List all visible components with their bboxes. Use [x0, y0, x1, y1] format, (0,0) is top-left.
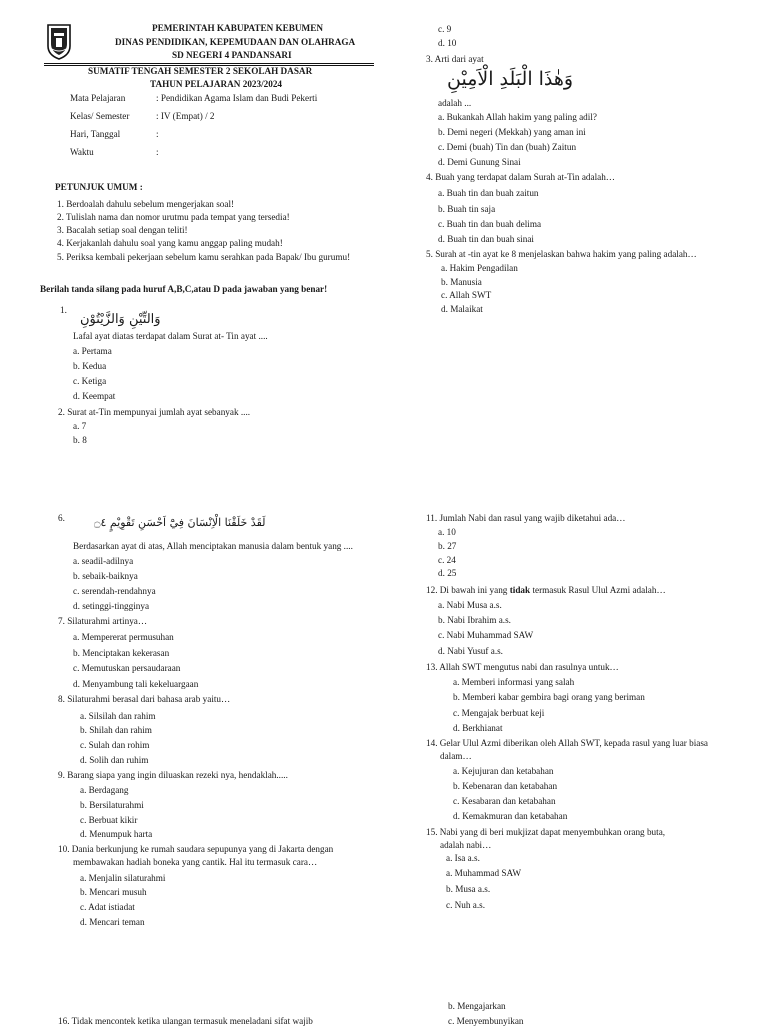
- q2-text: 2. Surat at-Tin mempunyai jumlah ayat sebanyak ....: [58, 407, 251, 417]
- instruction-item: 2. Tulislah nama dan nomor urutmu pada tempat yang tersedia!: [57, 212, 290, 222]
- q15-text: 15. Nabi yang di beri mukjizat dapat menyembuhkan orang buta,: [426, 827, 666, 837]
- info-value-time: :: [156, 147, 159, 157]
- q7-option-c[interactable]: c. Memutuskan persaudaraan: [73, 663, 181, 673]
- q2-option-d[interactable]: d. 10: [438, 38, 457, 48]
- q13-option-c[interactable]: c. Mengajak berbuat keji: [453, 708, 545, 718]
- q13-option-b[interactable]: b. Memberi kabar gembira bagi orang yang beriman: [453, 692, 645, 702]
- q1-text: Lafal ayat diatas terdapat dalam Surat at- Tin ayat ....: [73, 331, 268, 341]
- q4-option-d[interactable]: d. Buah tin dan buah sinai: [438, 234, 534, 244]
- q14-option-a[interactable]: a. Kejujuran dan ketabahan: [453, 766, 554, 776]
- q9-text: 9. Barang siapa yang ingin diluaskan rezeki nya, hendaklah.....: [58, 770, 288, 780]
- q-option-b[interactable]: b. Mengajarkan: [448, 1001, 506, 1011]
- q7-option-a[interactable]: a. Mempererat permusuhan: [73, 632, 174, 642]
- info-value-date: :: [156, 129, 159, 139]
- instruction-item: 5. Periksa kembali pekerjaan sebelum kamu serahkan pada Bapak/ Ibu gurumu!: [57, 252, 351, 262]
- q1-option-d[interactable]: d. Keempat: [73, 391, 116, 401]
- q8-option-a[interactable]: a. Silsilah dan rahim: [80, 711, 156, 721]
- instruction-item: 3. Bacalah setiap soal dengan teliti!: [57, 225, 188, 235]
- q15-option-2[interactable]: a. Muhammad SAW: [446, 868, 522, 878]
- q15-option-1[interactable]: a. Isa a.s.: [446, 853, 480, 863]
- q3-text: 3. Arti dari ayat: [426, 54, 484, 64]
- q3-option-a[interactable]: a. Bukankah Allah hakim yang paling adil?: [438, 112, 597, 122]
- q6-option-c[interactable]: c. serendah-rendahnya: [73, 586, 156, 596]
- q12-text: [426, 585, 666, 596]
- q9-option-a[interactable]: a. Berdagang: [80, 785, 129, 795]
- info-value-class: : IV (Empat) / 2: [156, 111, 215, 121]
- q2-option-c[interactable]: c. 9: [438, 24, 452, 34]
- q10-option-c[interactable]: c. Adat istiadat: [80, 902, 135, 912]
- q5-option-c[interactable]: c. Allah SWT: [441, 290, 492, 300]
- q4-text: 4. Buah yang terdapat dalam Surah at-Tin adalah…: [426, 172, 615, 182]
- q10-option-a[interactable]: a. Menjalin silaturahmi: [80, 873, 166, 883]
- q6-option-d[interactable]: d. setinggi-tingginya: [73, 601, 150, 611]
- q12-text-bold: tidak: [509, 585, 531, 595]
- q1-arabic-verse: وَالتِّيْنِ وَالزَّيْتُوْنِ: [80, 312, 161, 327]
- q5-option-a[interactable]: a. Hakim Pengadilan: [441, 263, 518, 273]
- q7-option-d[interactable]: d. Menyambung tali kekeluargaan: [73, 679, 199, 689]
- exam-year: TAHUN PELAJARAN 2023/2024: [150, 79, 283, 89]
- q11-option-d[interactable]: d. 25: [438, 568, 457, 578]
- q9-option-d[interactable]: d. Menumpuk harta: [80, 829, 153, 839]
- q12-option-a[interactable]: a. Nabi Musa a.s.: [438, 600, 502, 610]
- q10-option-d[interactable]: d. Mencari teman: [80, 917, 145, 927]
- q5-option-b[interactable]: b. Manusia: [441, 277, 482, 287]
- q14-option-c[interactable]: c. Kesabaran dan ketabahan: [453, 796, 556, 806]
- q5-option-d[interactable]: d. Malaikat: [441, 304, 483, 314]
- header-line-3: SD NEGERI 4 PANDANSARI: [172, 50, 292, 60]
- q14-option-b[interactable]: b. Kebenaran dan ketabahan: [453, 781, 558, 791]
- q12-option-d[interactable]: d. Nabi Yusuf a.s.: [438, 646, 503, 656]
- q11-option-a[interactable]: a. 10: [438, 527, 456, 537]
- q2-option-b[interactable]: b. 8: [73, 435, 87, 445]
- q1-option-b[interactable]: b. Kedua: [73, 361, 107, 371]
- header-line-1: PEMERINTAH KABUPATEN KEBUMEN: [152, 23, 323, 33]
- q7-option-b[interactable]: b. Menciptakan kekerasan: [73, 648, 170, 658]
- q4-option-c[interactable]: c. Buah tin dan buah delima: [438, 219, 542, 229]
- q10-text-cont: membawakan hadiah boneka yang cantik. Hal itu termasuk cara…: [73, 857, 318, 867]
- q13-text: 13. Allah SWT mengutus nabi dan rasulnya untuk…: [426, 662, 619, 672]
- q4-option-a[interactable]: a. Buah tin dan buah zaitun: [438, 188, 539, 198]
- q15-option-3[interactable]: b. Musa a.s.: [446, 884, 491, 894]
- q7-text: 7. Silaturahmi artinya…: [58, 616, 148, 626]
- q3-arabic-verse: وَهٰذَا الْبَلَدِ الْاَمِيْنِ: [447, 68, 574, 90]
- instructions-title: PETUNJUK UMUM :: [55, 182, 143, 192]
- q11-text: 11. Jumlah Nabi dan rasul yang wajib diketahui ada…: [426, 513, 626, 523]
- q14-text-cont: dalam…: [440, 751, 472, 761]
- q12-option-b[interactable]: b. Nabi Ibrahim a.s.: [438, 615, 511, 625]
- q3-option-c[interactable]: c. Demi (buah) Tin dan (buah) Zaitun: [438, 142, 577, 152]
- q6-option-b[interactable]: b. sebaik-baiknya: [73, 571, 138, 581]
- q3-option-b[interactable]: b. Demi negeri (Mekkah) yang aman ini: [438, 127, 586, 137]
- q14-text: 14. Gelar Ulul Azmi diberikan oleh Allah SWT, kepada rasul yang luar biasa: [426, 738, 709, 748]
- q6-option-a[interactable]: a. seadil-adilnya: [73, 556, 134, 566]
- q9-option-c[interactable]: c. Berbuat kikir: [80, 815, 138, 825]
- exam-title: SUMATIF TENGAH SEMESTER 2 SEKOLAH DASAR: [88, 66, 313, 76]
- q-option-c[interactable]: c. Menyembunyikan: [448, 1016, 524, 1026]
- q5-text: 5. Surah at -tin ayat ke 8 menjelaskan bahwa hakim yang paling adalah…: [426, 249, 697, 259]
- instruction-item: 1. Berdoalah dahulu sebelum mengerjakan soal!: [57, 199, 235, 209]
- info-value-subject: : Pendidikan Agama Islam dan Budi Pekerti: [156, 93, 318, 103]
- q9-option-b[interactable]: b. Bersilaturahmi: [80, 800, 144, 810]
- q4-option-b[interactable]: b. Buah tin saja: [438, 204, 496, 214]
- q13-option-d[interactable]: d. Berkhianat: [453, 723, 503, 733]
- instruction-item: 4. Kerjakanlah dahulu soal yang kamu anggap paling mudah!: [57, 238, 283, 248]
- q6-arabic-verse: لَقَدْ خَلَقْنَا الْاِنْسَانَ فِيْٓ اَحْسَنِ تَقْوِيْمٍ ۝٤: [94, 516, 266, 529]
- q12-option-c[interactable]: c. Nabi Muhammad SAW: [438, 630, 534, 640]
- q2-option-a[interactable]: a. 7: [73, 421, 87, 431]
- q1-option-a[interactable]: a. Pertama: [73, 346, 112, 356]
- info-label-time: Waktu: [70, 147, 94, 157]
- task-instruction: Berilah tanda silang pada huruf A,B,C,atau D pada jawaban yang benar!: [40, 284, 328, 294]
- header-rule: [44, 63, 374, 64]
- q12-text-post: termasuk Rasul Ulul Azmi adalah…: [530, 585, 666, 595]
- info-label-date: Hari, Tanggal: [70, 129, 121, 139]
- q15-option-4[interactable]: c. Nuh a.s.: [446, 900, 486, 910]
- q10-option-b[interactable]: b. Mencari musuh: [80, 887, 147, 897]
- q8-option-b[interactable]: b. Shilah dan rahim: [80, 725, 152, 735]
- q11-option-b[interactable]: b. 27: [438, 541, 457, 551]
- q8-option-c[interactable]: c. Sulah dan rohim: [80, 740, 150, 750]
- q16-text: 16. Tidak mencontek ketika ulangan termasuk meneladani sifat wajib: [58, 1016, 313, 1026]
- q8-text: 8. Silaturahmi berasal dari bahasa arab yaitu…: [58, 694, 231, 704]
- q14-option-d[interactable]: d. Kemakmuran dan ketabahan: [453, 811, 568, 821]
- q12-text-pre: 12. Di bawah ini yang: [426, 585, 510, 595]
- q6-number: 6.: [58, 513, 65, 523]
- q6-text: Berdasarkan ayat di atas, Allah menciptakan manusia dalam bentuk yang ....: [73, 541, 353, 551]
- q10-text: 10. Dania berkunjung ke rumah saudara sepupunya yang di Jakarta dengan: [58, 844, 334, 854]
- q13-option-a[interactable]: a. Memberi informasi yang salah: [453, 677, 575, 687]
- school-logo: [46, 22, 72, 60]
- info-label-class: Kelas/ Semester: [70, 111, 130, 121]
- q1-number: 1.: [60, 305, 67, 315]
- q11-option-c[interactable]: c. 24: [438, 555, 456, 565]
- q3-tail: adalah ...: [438, 98, 472, 108]
- q15-text-cont: adalah nabi…: [440, 840, 492, 850]
- q1-option-c[interactable]: c. Ketiga: [73, 376, 107, 386]
- q3-option-d[interactable]: d. Demi Gunung Sinai: [438, 157, 521, 167]
- header-line-2: DINAS PENDIDIKAN, KEPEMUDAAN DAN OLAHRAGA: [115, 37, 356, 47]
- info-label-subject: Mata Pelajaran: [70, 93, 126, 103]
- q8-option-d[interactable]: d. Solih dan ruhim: [80, 755, 149, 765]
